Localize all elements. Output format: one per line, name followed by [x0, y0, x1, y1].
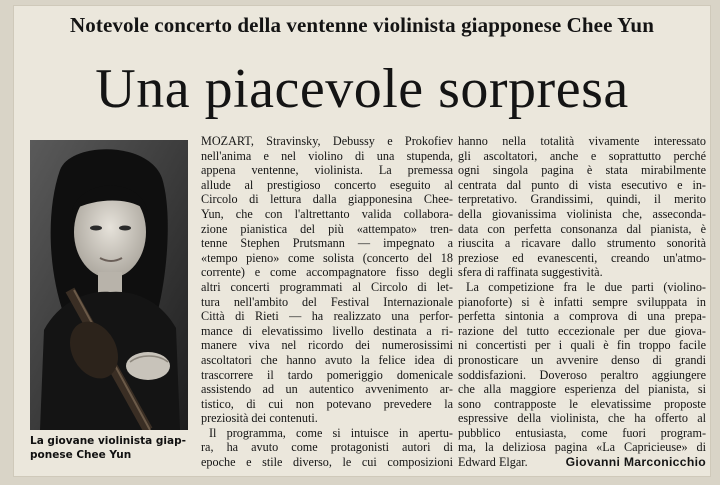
text-line: perfetta sintonia a comprova di una prepa-: [458, 309, 706, 324]
text-line: allude al prestigioso concerto eseguito al: [201, 177, 453, 192]
text-line-with-byline: [458, 455, 706, 470]
article-kicker: Notevole concerto della ventenne violinista giapponese Chee Yun: [70, 13, 654, 37]
article-column-2: [458, 134, 706, 470]
text-line: corrente) e come accompagnatore fisso degli: [201, 265, 453, 280]
text-line: tenne Stephen Prutsmann — impegnato a: [201, 236, 453, 251]
text-line: tura nell'ambito del Festival Internazionale: [201, 294, 453, 309]
article-headline: Una piacevole sorpresa: [95, 58, 629, 120]
text-line: razione del tutto eccezionale per due giova-: [458, 323, 706, 338]
text-line: Il programma, come si intuisce in apertu-: [209, 425, 453, 440]
text-line: manere viva nel ricordo dei numerosissimi: [201, 338, 453, 353]
text-line: MOZART, Stravinsky, Debussy e Prokofiev: [201, 134, 453, 148]
text-line: Circolo di lettura dalla giapponesina Chee-: [201, 192, 453, 207]
text-line: riuscita a ricavare dallo strumento sonorità: [458, 236, 706, 251]
text-line: mance di elevatissimo livello destinata a ri-: [201, 323, 453, 338]
text-line: ni concertisti per i quali è fin troppo facile: [458, 338, 706, 353]
text-line: La competizione fra le due parti (violino-: [466, 279, 706, 294]
text-line: pubblico entusiasta, come fuori program-: [458, 425, 706, 440]
text-line: tistico, di cui non potevano prevedere la: [201, 396, 453, 411]
text-line: assistendo ad un autentico avvenimento ar-: [201, 382, 453, 397]
article-column-1: [201, 134, 453, 470]
text-line: ra, ha avuto come protagonisti autori di: [201, 440, 453, 455]
text-line: ascoltatori che hanno avuto la felice idea di: [201, 352, 453, 367]
text-line: della giovanissima violinista che, asseconda-: [458, 206, 706, 221]
text-line: soddisfazioni. Doveroso peraltro aggiungere: [458, 367, 706, 382]
text-line: Edward Elgar.: [458, 455, 528, 470]
text-line: appena ventenne, violinista. La premessa: [201, 163, 453, 178]
text-line: sono contrapposte le elevatissime proposte: [458, 396, 706, 411]
text-line: che alla maggiore esperienza del pianista, si: [458, 382, 706, 397]
text-line: terpretativo. Grandissimi, quindi, il merito: [458, 192, 706, 207]
text-line: pronosticare un avvenire denso di grandi: [458, 352, 706, 367]
caption-line: ponese Chee Yun: [30, 449, 132, 461]
text-line: epoche e stile diverso, le cui composizioni: [201, 455, 453, 470]
text-line: centrata dal punto di vista esecutivo e in-: [458, 177, 706, 192]
text-line: zione pianistica del più «attempato» tren-: [201, 221, 453, 236]
text-line: «tempo pieno» come solista (concerto del 18: [201, 250, 453, 265]
text-line: pianoforte) si è infatti sempre sviluppata in: [458, 294, 706, 309]
text-line: sfera di raffinata suggestività.: [458, 265, 603, 280]
caption-line: La giovane violinista giap-: [30, 435, 186, 447]
text-line: Città di Rieti — ha realizzato una perfor-: [201, 309, 453, 324]
text-line: preziose ed evanescenti, creando un'atmo-: [458, 250, 706, 265]
text-line: gli ascoltatori, anche e soprattutto perché: [458, 148, 706, 163]
text-line: Yun, che con l'altrettanto valida collabora-: [201, 206, 453, 221]
text-line: espressive della violinista, che ha offerto al: [458, 411, 706, 426]
photo-caption: [30, 434, 200, 462]
text-line: hanno nella totalità vivamente interessato: [458, 134, 706, 148]
text-line: ma, la deliziosa pagina «La Capricieuse» di: [458, 440, 706, 455]
text-line: ogni singola pagina è stata mirabilmente: [458, 163, 706, 178]
text-line: preziosità dei contenuti.: [201, 411, 318, 426]
violinist-portrait-image: [30, 140, 188, 430]
text-line: data con perfetta consonanza dal pianista, è: [458, 221, 706, 236]
violinist-photo: [30, 140, 188, 430]
article-byline: Giovanni Marconicchio: [565, 455, 706, 470]
text-line: trascorrere il tardo pomeriggio domenicale: [201, 367, 453, 382]
text-line: altri concerti programmati al Circolo di let-: [201, 279, 453, 294]
text-line: nell'anima e nel violino di una stupenda,: [201, 148, 453, 163]
